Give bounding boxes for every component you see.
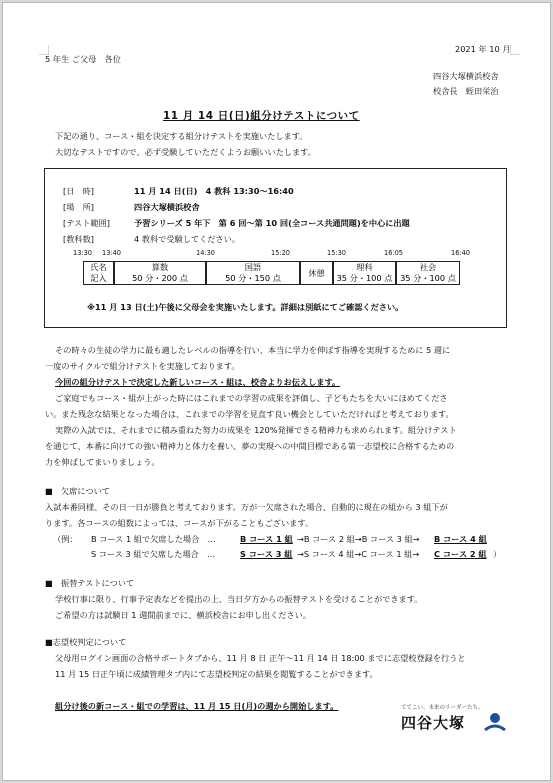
body-line: を通じて、本番に向けての強い精神力と体力を養い、夢の実現への中間目標である第一志望校に合格するための	[45, 441, 455, 451]
schedule-block-line2: 35 分・100 点	[400, 273, 456, 283]
addressee: 5 年生 ご父母 各位	[45, 54, 121, 64]
place-label: [場 所]	[63, 202, 94, 212]
time-tick: 15:30	[327, 249, 347, 257]
time-tick: 13:40	[102, 249, 122, 257]
time-tick: 16:05	[384, 249, 404, 257]
body-line-emphasis: 今回の組分けテストで決定した新しいコース・組は、校舎よりお伝えします。	[55, 377, 341, 387]
parents-meeting-notice: ※11 月 13 日(土)午後に父母会を実施いたします。詳細は別紙にてご確認ください。	[87, 302, 404, 312]
page-title: 11 月 14 日(日)組分けテストについて	[163, 110, 360, 122]
time-tick: 16:40	[451, 249, 471, 257]
example-1-start: B コース 1 組	[240, 534, 293, 544]
school-name: 四谷大塚横浜校舎	[433, 71, 499, 81]
retest-heading: ■ 振替テストについて	[45, 578, 135, 588]
intro-line-1: 下記の通り、コース・組を決定する組分けテストを実施いたします。	[55, 131, 308, 141]
example-2-end: C コース 2 組	[434, 549, 487, 559]
place-value: 四谷大塚横浜校舎	[134, 202, 200, 212]
range-value: 予習シリーズ 5 年下 第 6 回～第 10 回(全コース共通問題)を中心に出題	[134, 218, 410, 228]
schedule-block-break	[300, 261, 333, 285]
document-date: 2021 年 10 月	[455, 44, 511, 54]
date-label: [日 時]	[63, 186, 94, 196]
time-tick: 15:20	[271, 249, 291, 257]
example-1-end: B コース 4 組	[434, 534, 487, 544]
range-label: [テスト範囲]	[63, 218, 110, 228]
schedule-block-line1: 算数	[151, 262, 169, 272]
time-tick: 13:30	[73, 249, 93, 257]
body-line: 力を伸ばしてまいりましょう。	[45, 457, 160, 467]
absence-line: 入試本番同様、その日一日が勝負と考えております。万が一欠席された場合、自動的に現在の組から 3 組下が	[45, 502, 448, 512]
absence-heading: ■ 欠席について	[45, 486, 110, 496]
schedule-block-science	[333, 261, 396, 285]
schedule-block-line1: 休憩	[308, 267, 325, 278]
example-label: （例：	[53, 534, 78, 544]
schedule-block-line1: 社会	[419, 262, 437, 272]
schedule-block-math	[114, 261, 206, 285]
schedule-block-line2: 50 分・150 点	[225, 273, 281, 283]
time-tick: 14:30	[196, 249, 216, 257]
date-value: 11 月 14 日(日) 4 教科 13:30～16:40	[134, 186, 294, 196]
body-line: 実際の入試では、それまでに積み重ねた努力の成果を 120%発揮できる精神力も求められます。組分けテスト	[55, 425, 457, 435]
subjects-label: [教科数]	[63, 234, 94, 244]
subjects-value: 4 教科で受験してください。	[134, 234, 241, 244]
footer-note: 組分け後の新コース・組での学習は、11 月 15 日(月)の週から開始します。	[55, 701, 339, 711]
judgement-line: 父母用ログイン画面の合格サポートタブから、11 月 8 日 正午～11 月 14 日 18:00 までに志望校登録を行うと	[55, 653, 466, 663]
example-2-middle: →S コース 4 組→C コース 1 組→	[297, 549, 420, 559]
absence-line: ります。各コースの組数によっては、コースが下がることもございます。	[45, 518, 314, 528]
body-line: ご家庭でもコース・組が上がった時にはこれまでの学習の成果を評価し、子どもたちを大いにほめてくださ	[55, 393, 448, 403]
schedule-block-japanese	[206, 261, 300, 285]
example-2-prefix: S コース 3 組で欠席した場合 …	[91, 549, 216, 559]
logo-tagline: ててこい、未来のリーダーたち。	[401, 705, 484, 711]
retest-line: ご希望の方は試験日 1 週間前までに、横浜校舎にお申し出ください。	[55, 610, 312, 620]
example-1-prefix: B コース 1 組で欠席した場合 …	[91, 534, 216, 544]
body-line: その時々の生徒の学力に最も適したレベルの指導を行い、本当に学力を伸ばす指導を実現するために 5 週に	[55, 345, 451, 355]
yotsuya-otsuka-logo	[373, 700, 513, 748]
judgement-heading: ■志望校判定について	[45, 637, 127, 647]
schedule-block-line2: 記入	[90, 273, 107, 283]
body-line: 一度のサイクルで組分けテストを実施しております。	[45, 361, 240, 371]
document-page	[2, 2, 551, 781]
retest-line: 学校行事に限り、行事予定表などを提出の上、当日夕方からの振替テストを受けることができます。	[55, 594, 423, 604]
body-line: い。また残念な結果となった場合は、これまでの学習を見直す良い機会としていただければと考えております。	[45, 409, 454, 419]
schedule-block-line2: 35 分・100 点	[336, 273, 393, 283]
schedule-block-line1: 国語	[244, 262, 262, 272]
schedule-block-name-entry	[83, 261, 114, 285]
schedule-block-line2: 50 分・200 点	[132, 273, 188, 283]
schedule-block-social	[396, 261, 460, 285]
schedule-block-line1: 理科	[356, 262, 373, 272]
example-2-start: S コース 3 組	[240, 549, 293, 559]
schedule-block-line1: 氏名	[90, 262, 107, 272]
logo-mark-icon	[483, 710, 507, 734]
judgement-line: 11 月 15 日正午頃に成績管理タブ内にて志望校判定の結果を閲覧することができます。	[55, 669, 378, 679]
crop-mark-top-right	[510, 45, 520, 55]
example-close: ）	[493, 549, 502, 559]
principal-name: 校舎長 蛭田栄治	[433, 86, 499, 96]
intro-line-2: 大切なテストですので、必ず受験していただくようお願いいたします。	[55, 147, 316, 157]
example-1-middle: →B コース 2 組→B コース 3 組→	[297, 534, 420, 544]
logo-name: 四谷大塚	[401, 714, 466, 732]
